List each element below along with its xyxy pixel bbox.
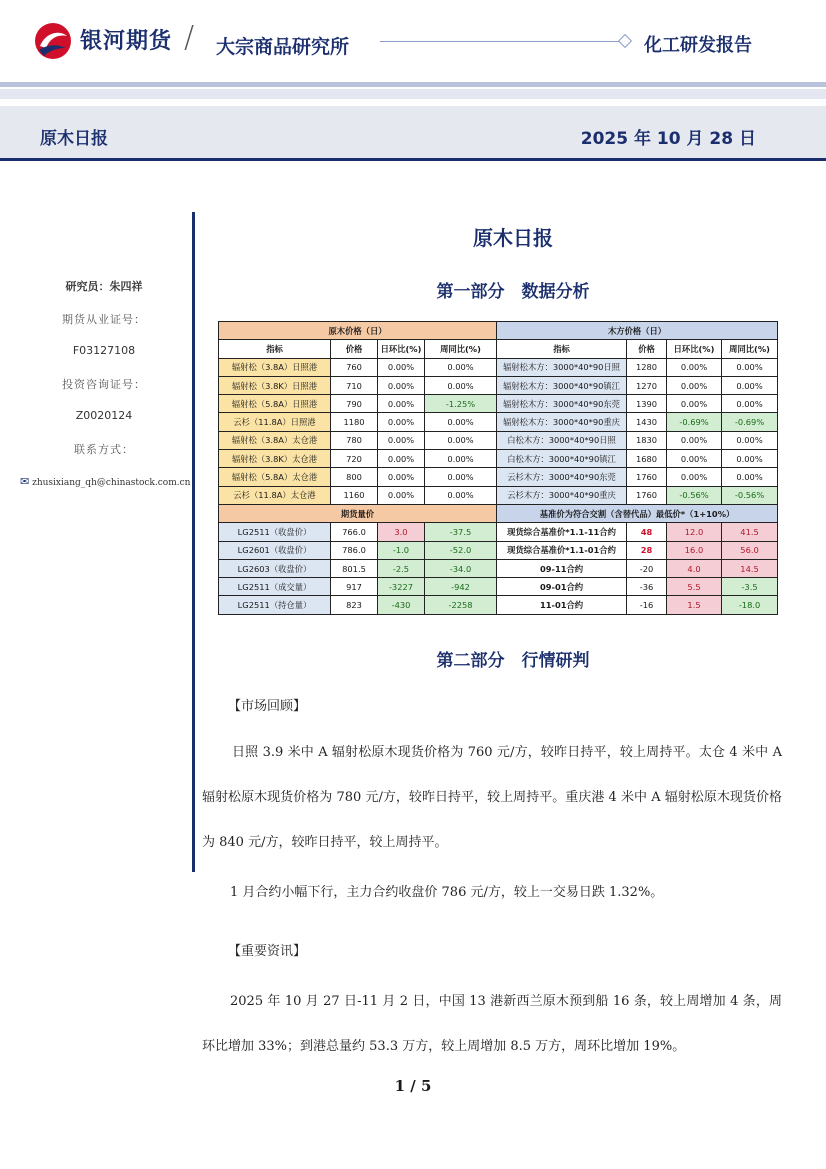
column-header: 指标 <box>219 340 331 358</box>
table-cell: 14.5 <box>722 559 778 577</box>
table-cell: 0.00% <box>425 431 497 449</box>
row-label: 白松木方：3000*40*90镇江 <box>497 450 627 468</box>
table-cell: 0.00% <box>425 358 497 376</box>
table-cell: 1680 <box>627 450 667 468</box>
sidebar-divider <box>192 212 195 872</box>
table-cell: -430 <box>378 596 425 614</box>
banner-report-name: 原木日报 <box>40 129 108 149</box>
table-cell: -34.0 <box>425 559 497 577</box>
table-cell: 0.00% <box>667 395 722 413</box>
row-label: 11-01合约 <box>497 596 627 614</box>
table-cell: 823 <box>331 596 378 614</box>
table-cell: 801.5 <box>331 559 378 577</box>
market-review-paragraph: 日照 3.9 米中 A 辐射松原木现货价格为 760 元/方，较昨日持平，较上周持平。太仓 4 米中 A 辐射松原木现货价格为 780 元/方，较昨日持平，较上周持平。重庆港 4 米中 A 辐射松原木现货价格为 840 元/方，较昨日持平，较上周持平。 <box>202 745 782 850</box>
table-cell: 4.0 <box>667 559 722 577</box>
row-label: LG2601（收盘价） <box>219 541 331 559</box>
table-cell: -36 <box>627 578 667 596</box>
row-label: 辐射松木方：3000*40*90镇江 <box>497 376 627 394</box>
license-label: 期货从业证号： <box>62 313 146 326</box>
market-review-tag: 【市场回顾】 <box>228 699 307 714</box>
price-table <box>218 321 778 615</box>
table-cell: 0.00% <box>722 431 778 449</box>
table-cell: -3.5 <box>722 578 778 596</box>
table-cell: -0.56% <box>722 486 778 504</box>
table-cell: -0.56% <box>667 486 722 504</box>
row-label: 辐射松（5.8A）太仓港 <box>219 468 331 486</box>
table-cell: 0.00% <box>425 413 497 431</box>
contact-label: 联系方式： <box>74 443 134 456</box>
table-cell: 3.0 <box>378 523 425 541</box>
column-header: 周同比(%) <box>722 340 778 358</box>
consult-label: 投资咨询证号： <box>62 378 146 391</box>
table-row <box>219 468 778 486</box>
table-cell: 0.00% <box>722 376 778 394</box>
table-cell: 16.0 <box>667 541 722 559</box>
table-cell: -52.0 <box>425 541 497 559</box>
table-cell: -16 <box>627 596 667 614</box>
table-cell: -0.69% <box>722 413 778 431</box>
brand-name: 银河期货 <box>80 29 173 54</box>
row-label: 辐射松木方：3000*40*90重庆 <box>497 413 627 431</box>
table-cell: 0.00% <box>378 450 425 468</box>
row-label: 09-01合约 <box>497 578 627 596</box>
table-cell: 0.00% <box>425 450 497 468</box>
table-cell: 1280 <box>627 358 667 376</box>
contact-email[interactable] <box>20 475 191 488</box>
table-cell: 0.00% <box>722 468 778 486</box>
table-cell: -37.5 <box>425 523 497 541</box>
table-cell: 0.00% <box>378 413 425 431</box>
license-number: F03127108 <box>72 344 136 357</box>
table-row <box>219 541 778 559</box>
news-paragraph: 2025 年 10 月 27 日-11 月 2 日，中国 13 港新西兰原木预到船 16 条，较上周增加 4 条，周环比增加 33%；到港总量约 53.3 万方，较上周增加 8.5 万方，周环比增加 19%。 <box>202 994 782 1054</box>
table-cell: 780 <box>331 431 378 449</box>
galaxy-futures-logo-icon <box>34 22 72 60</box>
table-cell: 1830 <box>627 431 667 449</box>
row-label: 辐射松木方：3000*40*90日照 <box>497 358 627 376</box>
table-cell: 0.00% <box>378 395 425 413</box>
table-cell: 0.00% <box>667 450 722 468</box>
table-cell: 0.00% <box>378 376 425 394</box>
row-label: 辐射松（3.8A）太仓港 <box>219 431 331 449</box>
row-label: 辐射松（3.8K）太仓港 <box>219 450 331 468</box>
news-tag: 【重要资讯】 <box>228 944 307 959</box>
table-cell: 1180 <box>331 413 378 431</box>
table-cell: 1160 <box>331 486 378 504</box>
table-cell: 0.00% <box>378 358 425 376</box>
table-cell: 48 <box>627 523 667 541</box>
table-cell: 786.0 <box>331 541 378 559</box>
row-label: 云杉木方：3000*40*90重庆 <box>497 486 627 504</box>
report-type: 化工研发报告 <box>644 35 752 56</box>
header-rule <box>380 41 620 42</box>
table-row <box>219 578 778 596</box>
table-cell: 1.5 <box>667 596 722 614</box>
table-cell: 710 <box>331 376 378 394</box>
table-cell: 790 <box>331 395 378 413</box>
row-label: 云杉（11.8A）太仓港 <box>219 486 331 504</box>
table-cell: 0.00% <box>722 450 778 468</box>
section-2-title: 第二部分 行情研判 <box>436 651 590 671</box>
table-column-header <box>219 340 778 358</box>
row-label: 现货综合基准价*1.1-11合约 <box>497 523 627 541</box>
table-row <box>219 559 778 577</box>
table-cell: 0.00% <box>722 395 778 413</box>
header-divider: / <box>184 20 195 55</box>
table-cell: 0.00% <box>722 358 778 376</box>
basis-header: 基准价为符合交割（含替代品）最低价*（1+10%） <box>497 504 778 522</box>
table-cell: 0.00% <box>378 486 425 504</box>
table-cell: 5.5 <box>667 578 722 596</box>
futures-paragraph: 1 月合约小幅下行，主力合约收盘价 786 元/方，较上一交易日跌 1.32%。 <box>230 885 664 900</box>
column-header: 价格 <box>627 340 667 358</box>
column-header: 日环比(%) <box>378 340 425 358</box>
row-label: 辐射松（3.8K）日照港 <box>219 376 331 394</box>
row-label: 现货综合基准价*1.1-01合约 <box>497 541 627 559</box>
table-cell: 0.00% <box>425 376 497 394</box>
table-cell: 0.00% <box>667 468 722 486</box>
table-cell: 0.00% <box>667 358 722 376</box>
table-cell: 28 <box>627 541 667 559</box>
row-label: LG2603（收盘价） <box>219 559 331 577</box>
table-cell: 1760 <box>627 468 667 486</box>
table-cell: 0.00% <box>667 431 722 449</box>
table-cell: 0.00% <box>667 376 722 394</box>
table-row <box>219 376 778 394</box>
table-cell: 800 <box>331 468 378 486</box>
table-cell: 56.0 <box>722 541 778 559</box>
table-row <box>219 431 778 449</box>
futures-header: 期货量价 <box>219 504 497 522</box>
section-1-title: 第一部分 数据分析 <box>436 282 590 302</box>
mail-icon: ✉ <box>20 475 30 488</box>
researcher-name: 研究员：朱四祥 <box>65 280 143 293</box>
table-cell: -0.69% <box>667 413 722 431</box>
table-cell: -1.0 <box>378 541 425 559</box>
table-cell: 0.00% <box>378 468 425 486</box>
table-cell: 0.00% <box>425 486 497 504</box>
banner-rule <box>0 158 826 161</box>
table-row <box>219 596 778 614</box>
table-cell: 760 <box>331 358 378 376</box>
table-cell: 1760 <box>627 486 667 504</box>
institute-name: 大宗商品研究所 <box>216 36 350 58</box>
row-label: 云杉（11.8A）日照港 <box>219 413 331 431</box>
table-cell: 41.5 <box>722 523 778 541</box>
table-cell: -942 <box>425 578 497 596</box>
column-header: 周同比(%) <box>425 340 497 358</box>
lumber-price-header: 木方价格（日） <box>497 322 778 340</box>
table-row <box>219 450 778 468</box>
table-cell: 917 <box>331 578 378 596</box>
table-cell: 12.0 <box>667 523 722 541</box>
row-label: 09-11合约 <box>497 559 627 577</box>
table-section-header <box>219 322 778 340</box>
table-cell: 1270 <box>627 376 667 394</box>
column-header: 日环比(%) <box>667 340 722 358</box>
table-cell: -3227 <box>378 578 425 596</box>
row-label: 云杉木方：3000*40*90东莞 <box>497 468 627 486</box>
row-label: LG2511（成交量） <box>219 578 331 596</box>
table-cell: -18.0 <box>722 596 778 614</box>
table-cell: 0.00% <box>425 468 497 486</box>
table-row <box>219 413 778 431</box>
table-cell: 720 <box>331 450 378 468</box>
banner-date: 2025 年 10 月 28 日 <box>580 129 756 149</box>
column-header: 价格 <box>331 340 378 358</box>
table-cell: 1390 <box>627 395 667 413</box>
table-row <box>219 486 778 504</box>
table-row <box>219 395 778 413</box>
table-row <box>219 523 778 541</box>
email-text: zhusixiang_qh@chinastock.com.cn <box>32 478 191 488</box>
row-label: LG2511（收盘价） <box>219 523 331 541</box>
table-row <box>219 358 778 376</box>
table-cell: 766.0 <box>331 523 378 541</box>
consult-number: Z0020124 <box>75 409 133 422</box>
row-label: 辐射松（3.8A）日照港 <box>219 358 331 376</box>
table-cell: 1430 <box>627 413 667 431</box>
futures-section-header <box>219 504 778 522</box>
row-label: 白松木方：3000*40*90日照 <box>497 431 627 449</box>
log-price-header: 原木价格（日） <box>219 322 497 340</box>
table-cell: -2.5 <box>378 559 425 577</box>
row-label: 辐射松木方：3000*40*90东莞 <box>497 395 627 413</box>
header-stripe <box>0 82 826 87</box>
row-label: 辐射松（5.8A）日照港 <box>219 395 331 413</box>
table-cell: -20 <box>627 559 667 577</box>
row-label: LG2511（持仓量） <box>219 596 331 614</box>
header-stripe-light <box>0 89 826 99</box>
column-header: 指标 <box>497 340 627 358</box>
table-cell: -1.25% <box>425 395 497 413</box>
page-number: 1 / 5 <box>394 1077 432 1095</box>
table-cell: 0.00% <box>378 431 425 449</box>
table-cell: -2258 <box>425 596 497 614</box>
report-title: 原木日报 <box>473 226 553 250</box>
